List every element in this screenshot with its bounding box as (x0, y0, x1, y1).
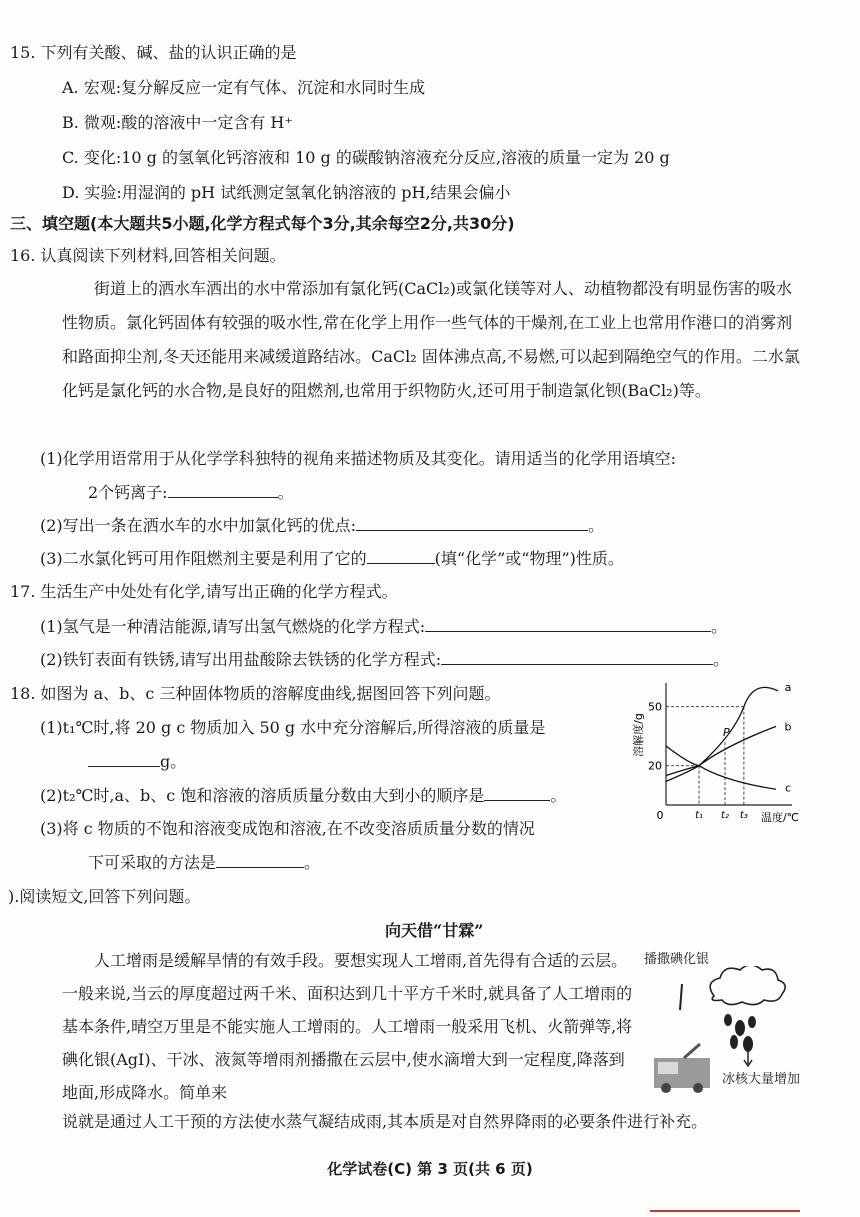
point-p-label: P (723, 726, 730, 740)
punct: 。 (588, 516, 605, 535)
q18-sub1-unit: g。 (160, 752, 187, 771)
rocket-trail (680, 984, 682, 1010)
q19-stem (8, 886, 200, 908)
answer-blank[interactable] (168, 481, 278, 498)
q16-sub1-label: 2个钙离子: (88, 483, 168, 502)
answer-blank[interactable] (441, 648, 713, 665)
figure-label-top: 播撒碘化银 (644, 952, 710, 967)
q17-sub2 (40, 648, 729, 671)
q16-sub2 (40, 514, 604, 537)
y-axis-label: 溶解度/g (632, 713, 645, 757)
q19-number: ). (8, 887, 20, 906)
q15-option-b: B. 微观:酸的溶液中一定含有 H⁺ (62, 113, 293, 132)
q15-option-a: A. 宏观:复分解反应一定有气体、沉淀和水同时生成 (62, 78, 426, 97)
q15-stem: 15. 下列有关酸、碱、盐的认识正确的是 (10, 43, 297, 62)
answer-blank[interactable] (425, 615, 711, 632)
q18-sub2 (40, 784, 566, 807)
q15-option-d: D. 实验:用湿润的 pH 试纸测定氢氧化钠溶液的 pH,结果会偏小 (62, 183, 511, 202)
q17-sub2-text: (2)铁钉表面有铁锈,请写出用盐酸除去铁锈的化学方程式: (40, 650, 442, 669)
q17-stem: 17. 生活生产中处处有化学,请写出正确的化学方程式。 (10, 582, 398, 601)
article-last-line: 说就是通过人工干预的方法使水蒸气凝结成雨,其本质是对自然界降雨的必要条件进行补充。 (62, 1112, 708, 1131)
origin-label: 0 (656, 809, 664, 822)
x-tick-label: t₁ (695, 810, 704, 821)
q18-sub3: (3)将 c 物质的不饱和溶液变成饱和溶液,在不改变溶质质量分数的情况 (40, 819, 535, 838)
q16-sub1: (1)化学用语常用于从化学学科独特的视角来描述物质及其变化。请用适当的化学用语填空: (40, 449, 677, 468)
x-tick-label: t₂ (721, 810, 729, 821)
y-tick-label: 20 (648, 759, 662, 773)
series-label-b: b (784, 720, 792, 734)
page-footer: 化学试卷(C) 第 3 页(共 6 页) (327, 1160, 533, 1178)
q16-sub1-item (88, 481, 294, 504)
x-axis-label: 温度/℃ (760, 811, 800, 824)
cloud-seeding-figure (644, 944, 814, 1094)
punct: 。 (277, 483, 294, 502)
section-title: 三、填空题 (10, 214, 91, 233)
x-tick-label: t₃ (739, 810, 748, 821)
section-note: (本大题共5小题,化学方程式每个3分,其余每空2分,共30分) (90, 214, 515, 233)
q15-option-c: C. 变化:10 g 的氢氧化钙溶液和 10 g 的碳酸钠溶液充分反应,溶液的质量一定为 20 g (62, 148, 670, 167)
q18-sub1: (1)t₁℃时,将 20 g c 物质加入 50 g 水中充分溶解后,所得溶液的质量是 (40, 718, 546, 737)
q17-sub1 (40, 615, 727, 638)
q17-sub1-text: (1)氢气是一种清洁能源,请写出氢气燃烧的化学方程式: (40, 617, 426, 636)
cloud-icon (710, 966, 785, 1005)
truck-icon (654, 1044, 710, 1093)
q18-sub3-cont (88, 851, 320, 874)
figure-label-bottom: 冰核大量增加 (722, 1072, 801, 1087)
answer-blank[interactable] (216, 851, 304, 868)
q19-stem-text: 阅读短文,回答下列问题。 (19, 887, 201, 906)
punct: 。 (550, 786, 567, 805)
droplets-icon (724, 1014, 756, 1052)
punct: 。 (713, 650, 730, 669)
article-title: 向天借“甘霖” (385, 921, 484, 940)
q16-passage: 街道上的洒水车洒出的水中常添加有氯化钙(CaCl₂)或氯化镁等对人、动植物都没有明显伤害的吸水性物质。氯化钙固体有较强的吸水性,常在化学上用作一些气体的干燥剂,在工业上也常用作港口的消雾剂和路面抑尘剂,冬天还能用来减缓道路结冰。CaCl₂ 固体沸点高,不易燃,可以起到隔绝空气的作用。二水氯化钙是氯化钙的水合物,是良好的阻燃剂,也常用于织物防火,还可用于制造氯化钡(BaCl₂)等。 (62, 279, 800, 400)
series-label-c: c (784, 781, 792, 795)
y-tick-label: 50 (648, 700, 662, 714)
curve-a (666, 687, 778, 781)
q18-stem: 18. 如图为 a、b、c 三种固体物质的溶解度曲线,据图回答下列问题。 (10, 684, 501, 703)
answer-blank[interactable] (88, 750, 160, 767)
q16-stem: 16. 认真阅读下列材料,回答相关问题。 (10, 246, 286, 265)
q18-sub2-text: (2)t₂℃时,a、b、c 饱和溶液的溶质质量分数由大到小的顺序是 (40, 786, 485, 805)
curve-c (666, 746, 776, 789)
q16-sub3 (40, 547, 624, 570)
q16-sub3-text-a: (3)二水氯化钙可用作阻燃剂主要是利用了它的 (40, 549, 367, 568)
punct: 。 (711, 617, 728, 636)
series-label-a: a (784, 680, 792, 694)
answer-blank[interactable] (356, 514, 588, 531)
answer-blank[interactable] (484, 784, 550, 801)
answer-blank[interactable] (367, 547, 435, 564)
q16-sub3-text-b: (填“化学”或“物理”)性质。 (434, 549, 624, 568)
section-heading (10, 213, 515, 235)
q18-sub1-cont (88, 750, 186, 773)
punct: 。 (304, 853, 321, 872)
q16-sub2-text: (2)写出一条在洒水车的水中加氯化钙的优点: (40, 516, 357, 535)
q18-sub3-text: 下可采取的方法是 (88, 853, 217, 872)
solubility-chart (630, 675, 815, 825)
curve-b (666, 726, 776, 775)
article-body: 人工增雨是缓解旱情的有效手段。要想实现人工增雨,首先得有合适的云层。一般来说,当云的厚度超过两千米、面积达到几十平方千米时,就具备了人工增雨的基本条件,晴空万里是不能实施人工增雨的。人工增雨一般采用飞机、火箭弹等,将碘化银(AgI)、干冰、液氮等增雨剂播撒在云层中,使水滴增大到一定程度,降落到地面,形成降水。简单来 (62, 951, 633, 1102)
bottom-rule (650, 1210, 800, 1212)
